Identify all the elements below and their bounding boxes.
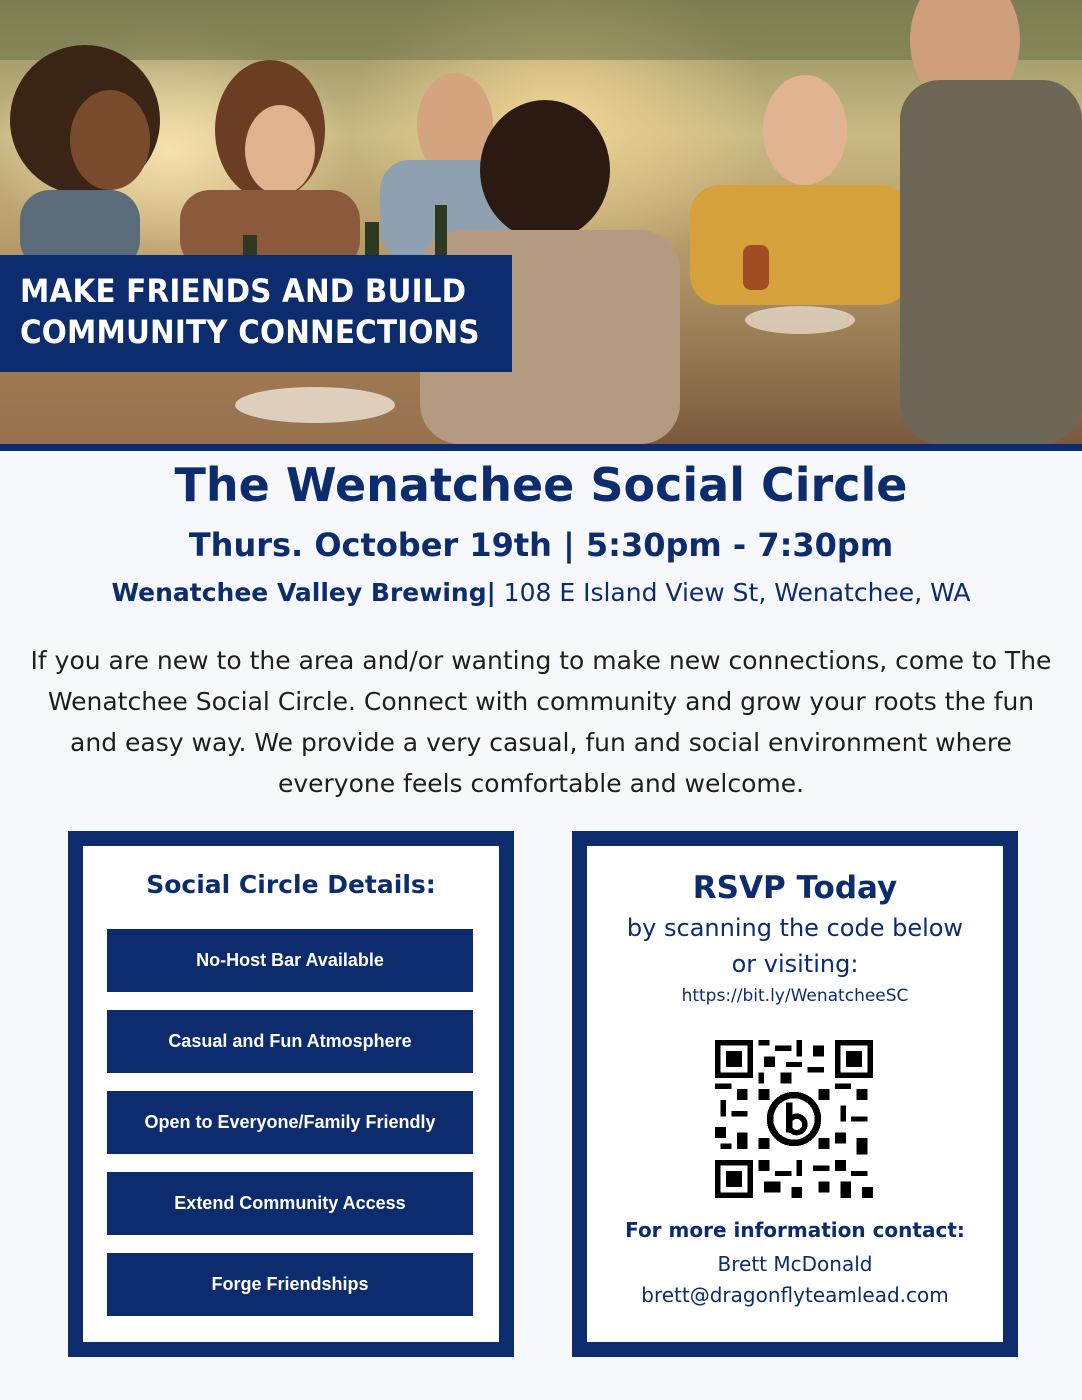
intro-paragraph: If you are new to the area and/or wanting to make new connections, come to The Wenatchee Social Circle. Connect with community and grow your roots the fun and easy way. We provide a very casual, fun and social environment where everyone feels comfortable and welcome. xyxy=(30,646,1052,798)
contact-email-link[interactable]: brett@dragonflyteamlead.com xyxy=(641,1283,949,1307)
details-heading: Social Circle Details: xyxy=(146,870,436,899)
rsvp-url-link[interactable]: https://bit.ly/WenatcheeSC xyxy=(681,986,909,1006)
detail-item: Extend Community Access xyxy=(107,1172,473,1235)
qr-code-icon[interactable] xyxy=(715,1040,873,1198)
event-venue xyxy=(0,578,1082,607)
detail-item: Casual and Fun Atmosphere xyxy=(107,1010,473,1073)
banner-line-2: COMMUNITY CONNECTIONS xyxy=(20,313,480,351)
rsvp-instruction-2: or visiting: xyxy=(731,950,859,978)
contact-name: Brett McDonald xyxy=(717,1252,873,1276)
venue-name: Wenatchee Valley Brewing| xyxy=(111,578,496,607)
detail-item: No-Host Bar Available xyxy=(107,929,473,992)
rsvp-heading: RSVP Today xyxy=(692,870,898,906)
venue-address: 108 E Island View St, Wenatchee, WA xyxy=(495,578,971,607)
details-panel xyxy=(68,831,514,1357)
details-list xyxy=(107,929,473,1334)
hero-photo xyxy=(0,0,1082,444)
headline-banner xyxy=(0,255,512,372)
event-title: The Wenatchee Social Circle xyxy=(174,458,908,512)
rsvp-instruction-1: by scanning the code below xyxy=(626,914,964,942)
detail-item: Forge Friendships xyxy=(107,1253,473,1316)
banner-line-1: MAKE FRIENDS AND BUILD xyxy=(20,272,467,310)
contact-label: For more information contact: xyxy=(625,1218,965,1242)
rsvp-panel xyxy=(572,831,1018,1357)
hero-divider xyxy=(0,444,1082,451)
people-gathering-illustration xyxy=(0,0,1082,444)
detail-item: Open to Everyone/Family Friendly xyxy=(107,1091,473,1154)
event-datetime: Thurs. October 19th | 5:30pm - 7:30pm xyxy=(188,526,894,564)
